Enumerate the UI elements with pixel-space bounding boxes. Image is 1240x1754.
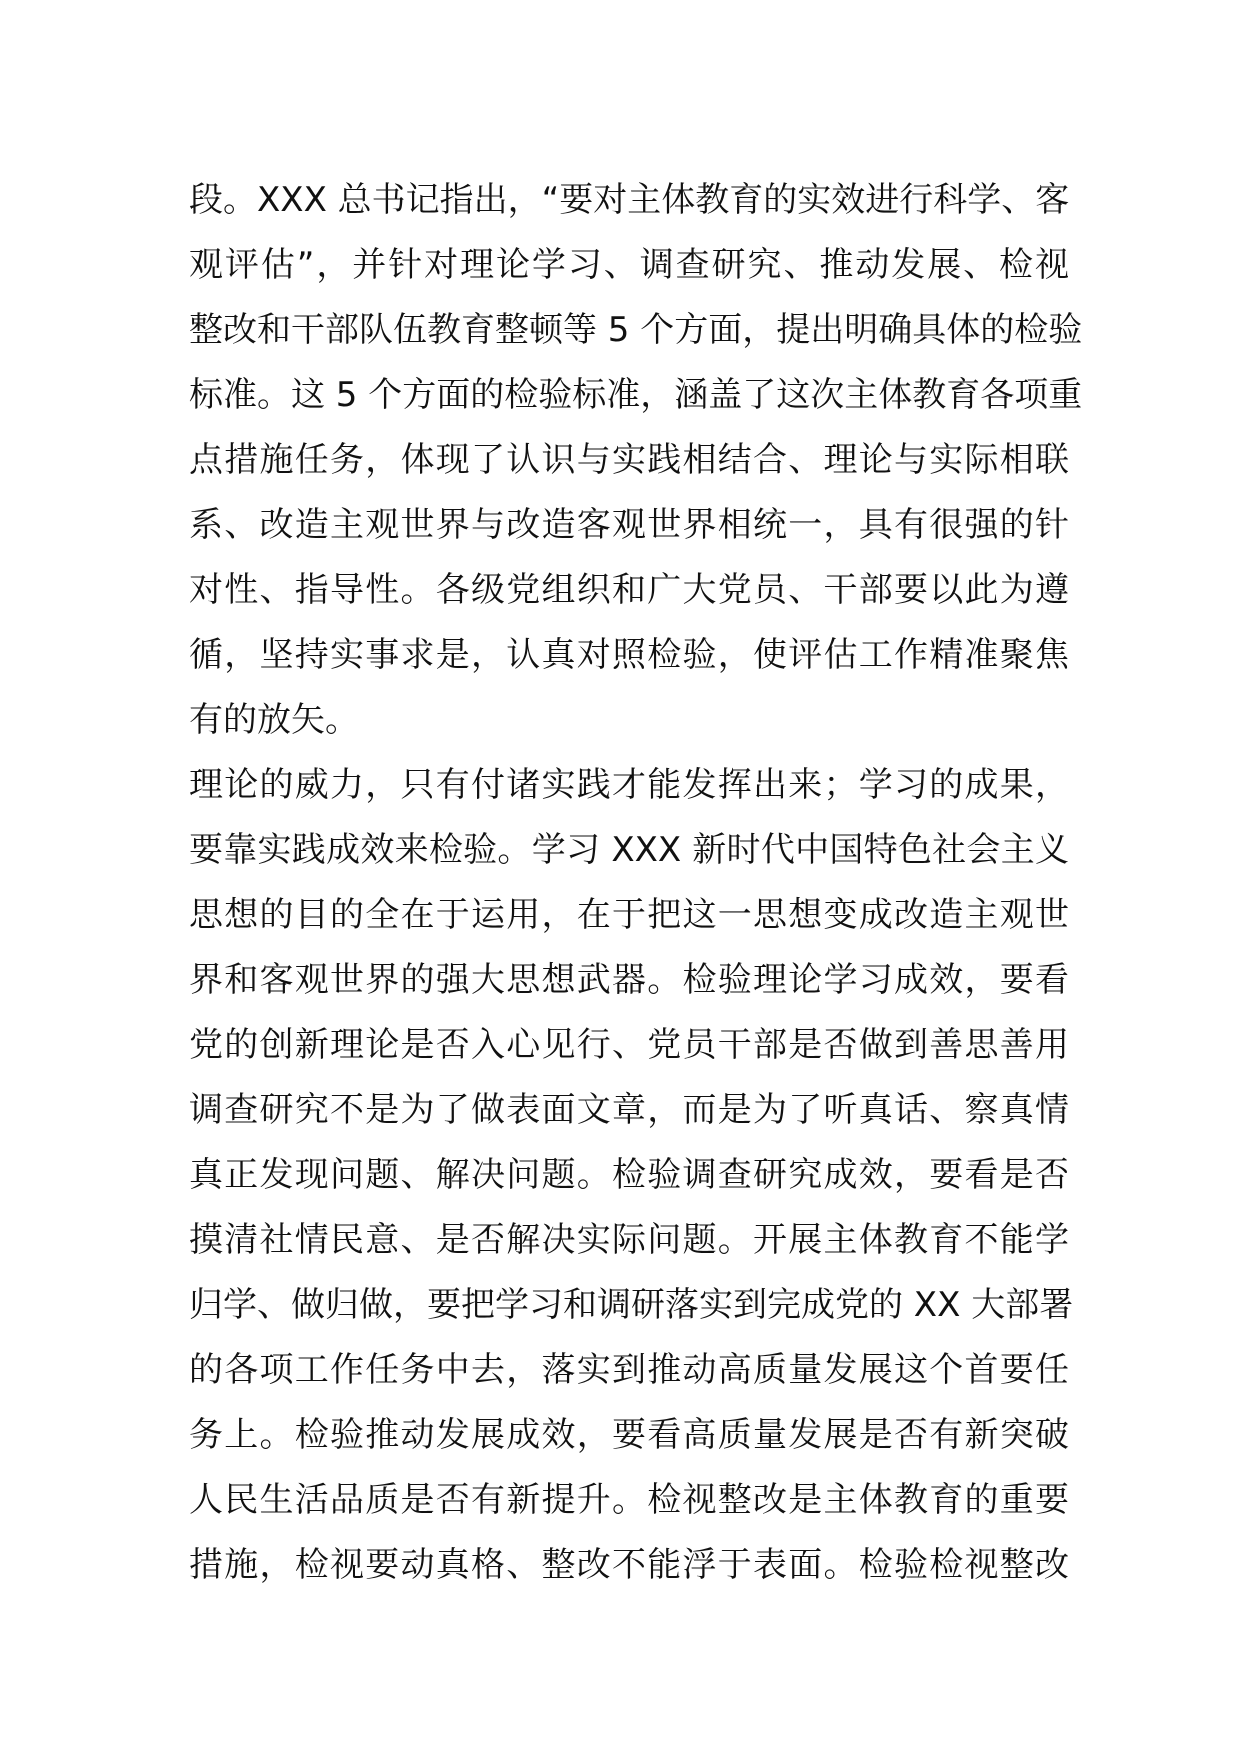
text-line: 务上。检验推动发展成效，要看高质量发展是否有新突破 bbox=[189, 1415, 1069, 1455]
text-line: 归学、做归做，要把学习和调研落实到完成党的 XX 大部署 bbox=[189, 1285, 1074, 1325]
paragraph-2 bbox=[189, 753, 1074, 1598]
text-line: 段。XXX 总书记指出，“要对主体教育的实效进行科学、客 bbox=[189, 180, 1070, 220]
text-line: 系、改造主观世界与改造客观世界相统一，具有很强的针 bbox=[189, 505, 1069, 545]
body-text bbox=[189, 168, 1083, 1598]
text-line: 理论的威力，只有付诸实践才能发挥出来；学习的成果， bbox=[189, 765, 1069, 805]
text-line: 措施，检视要动真格、整改不能浮于表面。检验检视整改 bbox=[189, 1545, 1069, 1585]
text-line: 真正发现问题、解决问题。检验调查研究成效，要看是否 bbox=[189, 1155, 1069, 1195]
text-line: 思想的目的全在于运用，在于把这一思想变成改造主观世 bbox=[189, 895, 1069, 935]
text-line: 点措施任务，体现了认识与实践相结合、理论与实际相联 bbox=[189, 440, 1069, 480]
text-line: 整改和干部队伍教育整顿等 5 个方面，提出明确具体的检验 bbox=[189, 310, 1083, 350]
text-line: 观评估”，并针对理论学习、调查研究、推动发展、检视 bbox=[189, 245, 1069, 285]
text-line: 要靠实践成效来检验。学习 XXX 新时代中国特色社会主义 bbox=[189, 830, 1069, 870]
text-line: 标准。这 5 个方面的检验标准，涵盖了这次主体教育各项重 bbox=[189, 375, 1083, 415]
text-line: 党的创新理论是否入心见行、党员干部是否做到善思善用 bbox=[189, 1025, 1069, 1065]
text-line: 调查研究不是为了做表面文章，而是为了听真话、察真情 bbox=[189, 1090, 1069, 1130]
text-line: 人民生活品质是否有新提升。检视整改是主体教育的重要 bbox=[189, 1480, 1069, 1520]
paragraph-1 bbox=[189, 168, 1083, 753]
text-line: 循，坚持实事求是，认真对照检验，使评估工作精准聚焦 bbox=[189, 635, 1069, 675]
text-line: 对性、指导性。各级党组织和广大党员、干部要以此为遵 bbox=[189, 570, 1069, 610]
text-line: 有的放矢。 bbox=[189, 700, 359, 740]
text-line: 的各项工作任务中去，落实到推动高质量发展这个首要任 bbox=[189, 1350, 1069, 1390]
text-line: 摸清社情民意、是否解决实际问题。开展主体教育不能学 bbox=[189, 1220, 1069, 1260]
text-line: 界和客观世界的强大思想武器。检验理论学习成效，要看 bbox=[189, 960, 1069, 1000]
